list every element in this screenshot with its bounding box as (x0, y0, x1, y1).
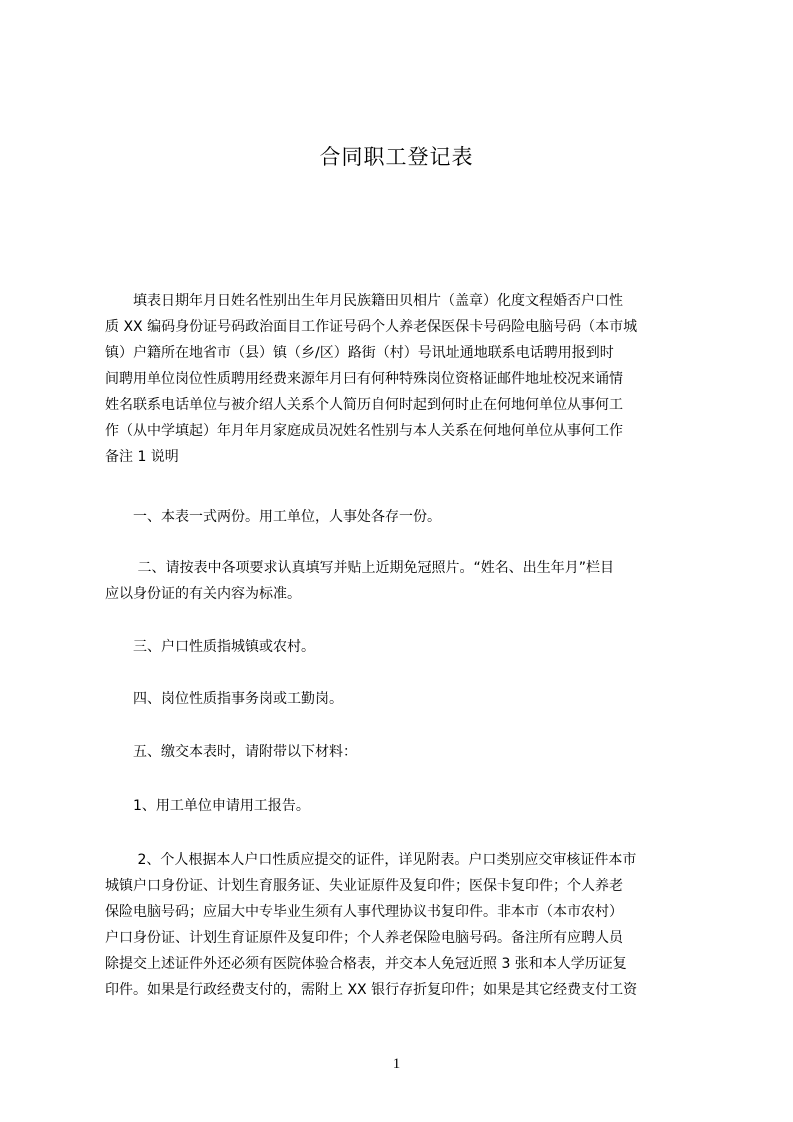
note-item-3-text: 三、户口性质指城镇或农村。 (105, 639, 315, 655)
note-item-5-2-line: 除提交上述证件外还必须有医院体验合格表，并交本人免冠近照 3 张和本人学历证复 (105, 956, 627, 972)
note-item-3 (105, 634, 697, 660)
intro-line: 姓名联系电话单位与被介绍人关系个人简历自何时起到何时止在何地何单位从事何工 (105, 397, 623, 413)
note-item-5-1 (105, 793, 697, 819)
intro-line: 填表日期年月日姓名性别出生年月民族籍田贝相片（盖章）化度文程婚否户口性 (105, 293, 623, 309)
note-item-2-line: 二、请按表中各项要求认真填写并贴上近期免冠照片。“姓名、出生年月”栏目 (105, 560, 614, 576)
intro-line: 备注 1 说明 (105, 449, 179, 465)
note-item-5-2-line: 印件。如果是行政经费支付的，需附上 XX 银行存折复印件；如果是其它经费支付工资 (105, 982, 638, 998)
intro-paragraph (105, 288, 697, 470)
note-item-4 (105, 686, 697, 712)
page-number: 1 (392, 1056, 401, 1072)
intro-line: 质 XX 编码身份证号码政治面目工作证号码个人养老保医保卡号码险电脑号码（本市城 (105, 319, 638, 335)
note-item-5-1-text: 1、用工单位申请用工报告。 (105, 798, 310, 814)
note-item-5-2-line: 保险电脑号码；应届大中专毕业生须有人事代理协议书复印件。非本市（本市农村） (105, 904, 623, 920)
note-item-2-line: 应以身份证的有关内容为标准。 (105, 586, 301, 602)
note-item-5-2-line: 城镇户口身份证、计划生育服务证、失业证原件及复印件；医保卡复印件；个人养老 (105, 878, 623, 894)
intro-line: 间聘用单位岗位性质聘用经费来源年月曰有何种特殊岗位资格证邮件地址校况来诵情 (105, 371, 623, 387)
note-item-5 (105, 739, 697, 765)
note-item-5-2 (105, 847, 697, 1003)
note-item-1-text: 一、本表一式两份。用工单位，人事处各存一份。 (105, 509, 441, 525)
note-item-4-text: 四、岗位性质指事务岗或工勤岗。 (105, 691, 343, 707)
note-item-2 (105, 555, 697, 607)
note-item-1 (105, 504, 697, 530)
intro-line: 镇）户籍所在地省市（县）镇（乡/区）路街（村）号讯址通地联系电话聘用报到时 (105, 345, 614, 361)
intro-line: 作（从中学填起）年月年月家庭成员况姓名性别与本人关系在何地何单位从事何工作 (105, 423, 623, 439)
page-title: 合同职工登记表 (319, 145, 474, 169)
note-item-5-text: 五、缴交本表时，请附带以下材料： (105, 744, 357, 760)
note-item-5-2-line: 户口身份证、计划生育证原件及复印件；个人养老保险电脑号码。备注所有应聘人员 (105, 930, 623, 946)
note-item-5-2-line: 2、个人根据本人户口性质应提交的证件，详见附表。户口类别应交审核证件本市 (105, 852, 637, 868)
